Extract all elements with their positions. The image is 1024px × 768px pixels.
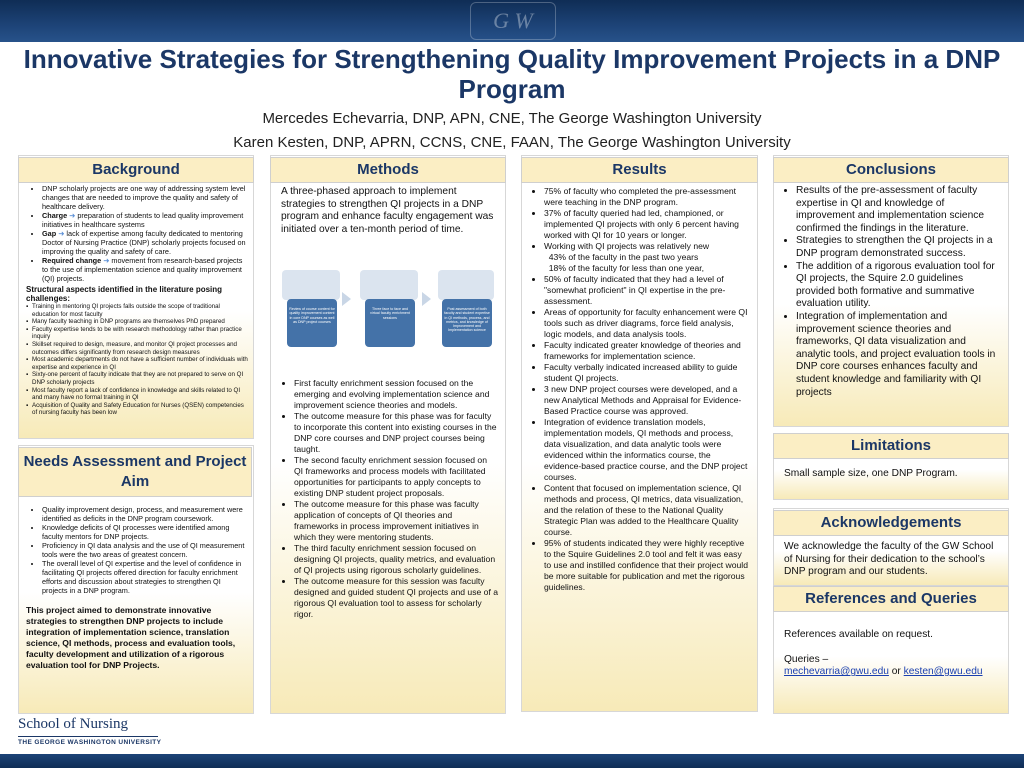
school-of-nursing-logo: School of Nursing (18, 716, 128, 732)
challenge-item: ▪ Skillset required to design, measure, and monitor QI project processes and outcomes differs significantly from research design measures (26, 340, 237, 356)
methods-item: • The second faculty enrichment session focused on QI frameworks and process models with facilitated opportunities for participants to apply concepts to existing DNP student project proposals. (294, 455, 498, 499)
results-item: • Content that focused on implementation science, QI methods and process, QI metrics, data visualization, and the relation of these to the National Quality Strategic Plan was added to the Healthcare Quality course. (544, 483, 750, 538)
square-bullet-icon: ▪ (26, 340, 29, 348)
conclusions-item: • Strategies to strengthen the QI projects in a DNP program demonstrated success. (796, 235, 1000, 260)
references-content (784, 629, 1000, 679)
methods-item: • The outcome measure for this session was faculty designed and guided student QI projects and use of a rigorous QI evaluation tool to assess for scholarly rigor. (294, 576, 498, 620)
results-item: • Working with QI projects was relatively new 43% of the faculty in the past two years 18% of the faculty for less than one year, (544, 241, 750, 274)
results-heading: Results (521, 157, 758, 183)
results-list-wrap (528, 186, 750, 593)
queries-label: Queries – (784, 653, 829, 665)
square-bullet-icon: ▪ (26, 371, 29, 379)
author-1: Mercedes Echevarria, DNP, APN, CNE, The George Washington University (262, 110, 762, 127)
conclusions-item: • Results of the pre-assessment of faculty expertise in QI and knowledge of improvement and implementation science confirmed the findings in the literature. (796, 185, 1000, 235)
needs-item: • Proficiency in QI data analysis and the use of QI measurement tools were the two areas of greatest concern. (42, 541, 248, 559)
square-bullet-icon: ▪ (26, 356, 29, 364)
author-2: Karen Kesten, DNP, APRN, CCNS, CNE, FAAN, The George Washington University (233, 134, 791, 151)
methods-item: • The third faculty enrichment session focused on designing QI projects, quality metrics, and evaluation of QI projects using rigorous scholarly guidelines. (294, 543, 498, 576)
background-intro: • DNP scholarly projects are one way of addressing system level changes that are needed to improve the quality and safety of healthcare delivery. (42, 184, 248, 211)
needs-item: • Knowledge deficits of QI processes were identified among faculty mentors for DNP projects. (42, 523, 248, 541)
methods-intro: A three-phased approach to implement strategies to strengthen QI projects in a DNP program and enhance faculty engagement was initiated over a ten-month period of time. (281, 186, 494, 235)
flow-step-1: Review of course content for quality improvement content in core DNP courses as well as DNP project courses (287, 299, 337, 347)
limitations-text: Small sample size, one DNP Program. (784, 468, 958, 479)
gw-banner-mark: G W (470, 2, 556, 40)
challenge-item: ▪ Many faculty teaching in DNP programs are themselves PhD prepared (26, 318, 225, 326)
challenge-item: ▪ Most academic departments do not have a sufficient number of individuals with expertise and experience in QI (26, 356, 248, 371)
results-item: • 75% of faculty who completed the pre-assessment were teaching in the DNP program. (544, 186, 750, 208)
queries-emails: mechevarria@gwu.edu or kesten@gwu.edu (784, 666, 983, 678)
limitations-heading: Limitations (773, 433, 1009, 459)
methods-item: • The outcome measure for this phase was faculty application of concepts of QI theories and frameworks in process improvement initiatives in which they were mentoring students. (294, 499, 498, 543)
methods-item: • First faculty enrichment session focused on the emerging and evolving implementation science and improvement science theories and models. (294, 378, 498, 411)
references-text: References available on request. (784, 629, 933, 640)
results-item: • Areas of opportunity for faculty enhancement were QI tools such as driver diagrams, force field analysis, logic models, and data analysis tools. (544, 307, 750, 340)
methods-list-wrap (278, 378, 498, 620)
logo-divider (18, 736, 158, 737)
flow-arrow-icon (342, 292, 351, 306)
results-item: • Integration of evidence translation models, implementation models, QI methods and process, data visualization, and data analytic tools were evidenced within the informatics course, the evidence-based practice course, and the DNP project courses. (544, 417, 750, 483)
background-gap: • Gap ➜ lack of expertise among faculty dedicated to mentoring Doctor of Nursing Practice (DNP) scholarly projects focused on improving the quality and safety of care. (42, 229, 248, 256)
needs-item: • The overall level of QI expertise and the level of confidence in facilitating QI projects offered direction for faculty enrichment efforts and discussion about strategies to strengthen QI projects in a DNP program. (42, 559, 248, 595)
bottom-bar (0, 754, 1024, 768)
methods-flow-diagram (282, 270, 494, 370)
square-bullet-icon: ▪ (26, 401, 29, 409)
background-heading: Background (18, 157, 254, 183)
email-link-echevarria[interactable]: mechevarria@gwu.edu (784, 666, 889, 678)
flow-step-2: Three face to face and virtual faculty enrichment sessions (365, 299, 415, 347)
poster-title: Innovative Strategies for Strengthening Quality Improvement Projects in a DNP Program (23, 44, 1001, 104)
background-charge: • Charge ➜ preparation of students to lead quality improvement initiatives in healthcare systems (42, 211, 248, 229)
background-content (26, 184, 248, 417)
square-bullet-icon: ▪ (26, 325, 29, 333)
challenge-item: ▪ Acquisition of Quality and Safety Education for Nurses (QSEN) competencies of nursing faculty has been low (26, 401, 244, 417)
results-item: • 3 new DNP project courses were developed, and a new Analytical Methods and Appraisal for Evidence-Based Practice course was approved. (544, 384, 750, 417)
results-item: • Faculty verbally indicated increased ability to guide student QI projects. (544, 362, 750, 384)
challenge-item: ▪ Faculty expertise tends to be with research methodology rather than practice inquiry (26, 325, 242, 341)
results-item: • 50% of faculty indicated that they had a level of "somewhat proficient" in QI expertise in the pre-assessment. (544, 274, 750, 307)
background-change: • Required change ➜ movement from research-based projects to the use of implementation science and quality improvement (QI) projects. (42, 256, 248, 283)
email-link-kesten[interactable]: kesten@gwu.edu (903, 666, 983, 678)
needs-heading: Needs Assessment and Project Aim (18, 447, 252, 497)
results-item: • 95% of students indicated they were highly receptive to the Squire Guidelines 2.0 tool and felt it was easy to use and instilled confidence that their project would be more suitable for publication and met the rigorous guidelines. (544, 538, 750, 593)
needs-item: • Quality improvement design, process, and measurement were identified as deficits in the DNP program coursework. (42, 505, 248, 523)
methods-item: • The outcome measure for this phase was for faculty to incorporate this content into existing courses in the DNP core courses and DNP project courses being taught. (294, 411, 498, 455)
challenges-heading: Structural aspects identified in the literature posing challenges: (26, 285, 223, 303)
conclusions-item: • The addition of a rigorous evaluation tool for QI projects, the Squire 2.0 guidelines provided both formative and summative evaluation utility. (796, 261, 1000, 311)
project-aim: This project aimed to demonstrate innovative strategies to strengthen DNP projects to include integration of implementation science, translation science, QI methods, process and evaluation tools, faculty development and utilization of a rigorous evaluation tool for DNP Projects. (26, 605, 236, 670)
references-heading: References and Queries (773, 586, 1009, 612)
university-wordmark: THE GEORGE WASHINGTON UNIVERSITY (18, 739, 162, 746)
conclusions-item: • Integration of implementation and improvement science theories and frameworks, QI data visualization and analytic tools, and project evaluation tools in DNP core courses enhances faculty and student knowledge and familiarity with QI projects (796, 311, 1000, 399)
acknowledgements-text: We acknowledge the faculty of the GW School of Nursing for their dedication to the school’s DNP program and our students. (784, 541, 994, 578)
challenges-list (26, 303, 248, 417)
results-item: • 37% of faculty queried had led, championed, or implemented QI projects with only 6 percent having worked with QI for 10 years or longer. (544, 208, 750, 241)
square-bullet-icon: ▪ (26, 386, 29, 394)
results-item: • Faculty indicated greater knowledge of theories and frameworks for implementation science. (544, 340, 750, 362)
conclusions-list-wrap (780, 185, 1000, 399)
methods-heading: Methods (270, 157, 506, 183)
square-bullet-icon: ▪ (26, 318, 29, 326)
flow-step-3: Post assessment of both faculty and student expertise in QI methods, process, and metrics, and knowledge of Improvement and Implementation science (442, 299, 492, 347)
needs-content (26, 505, 248, 671)
challenge-item: ▪ Training in mentoring QI projects falls outside the scope of traditional education for most faculty (26, 303, 220, 318)
challenge-item: ▪ Most faculty report a lack of confidence in knowledge and skills related to QI and many have no formal training in QI (26, 386, 241, 402)
conclusions-heading: Conclusions (773, 157, 1009, 183)
square-bullet-icon: ▪ (26, 303, 29, 310)
challenge-item: ▪ Sixty-one percent of faculty indicate that they are not prepared to serve on QI DNP scholarly projects (26, 371, 244, 386)
top-banner (0, 0, 1024, 42)
flow-arrow-icon (422, 292, 431, 306)
acknowledgements-heading: Acknowledgements (773, 510, 1009, 536)
